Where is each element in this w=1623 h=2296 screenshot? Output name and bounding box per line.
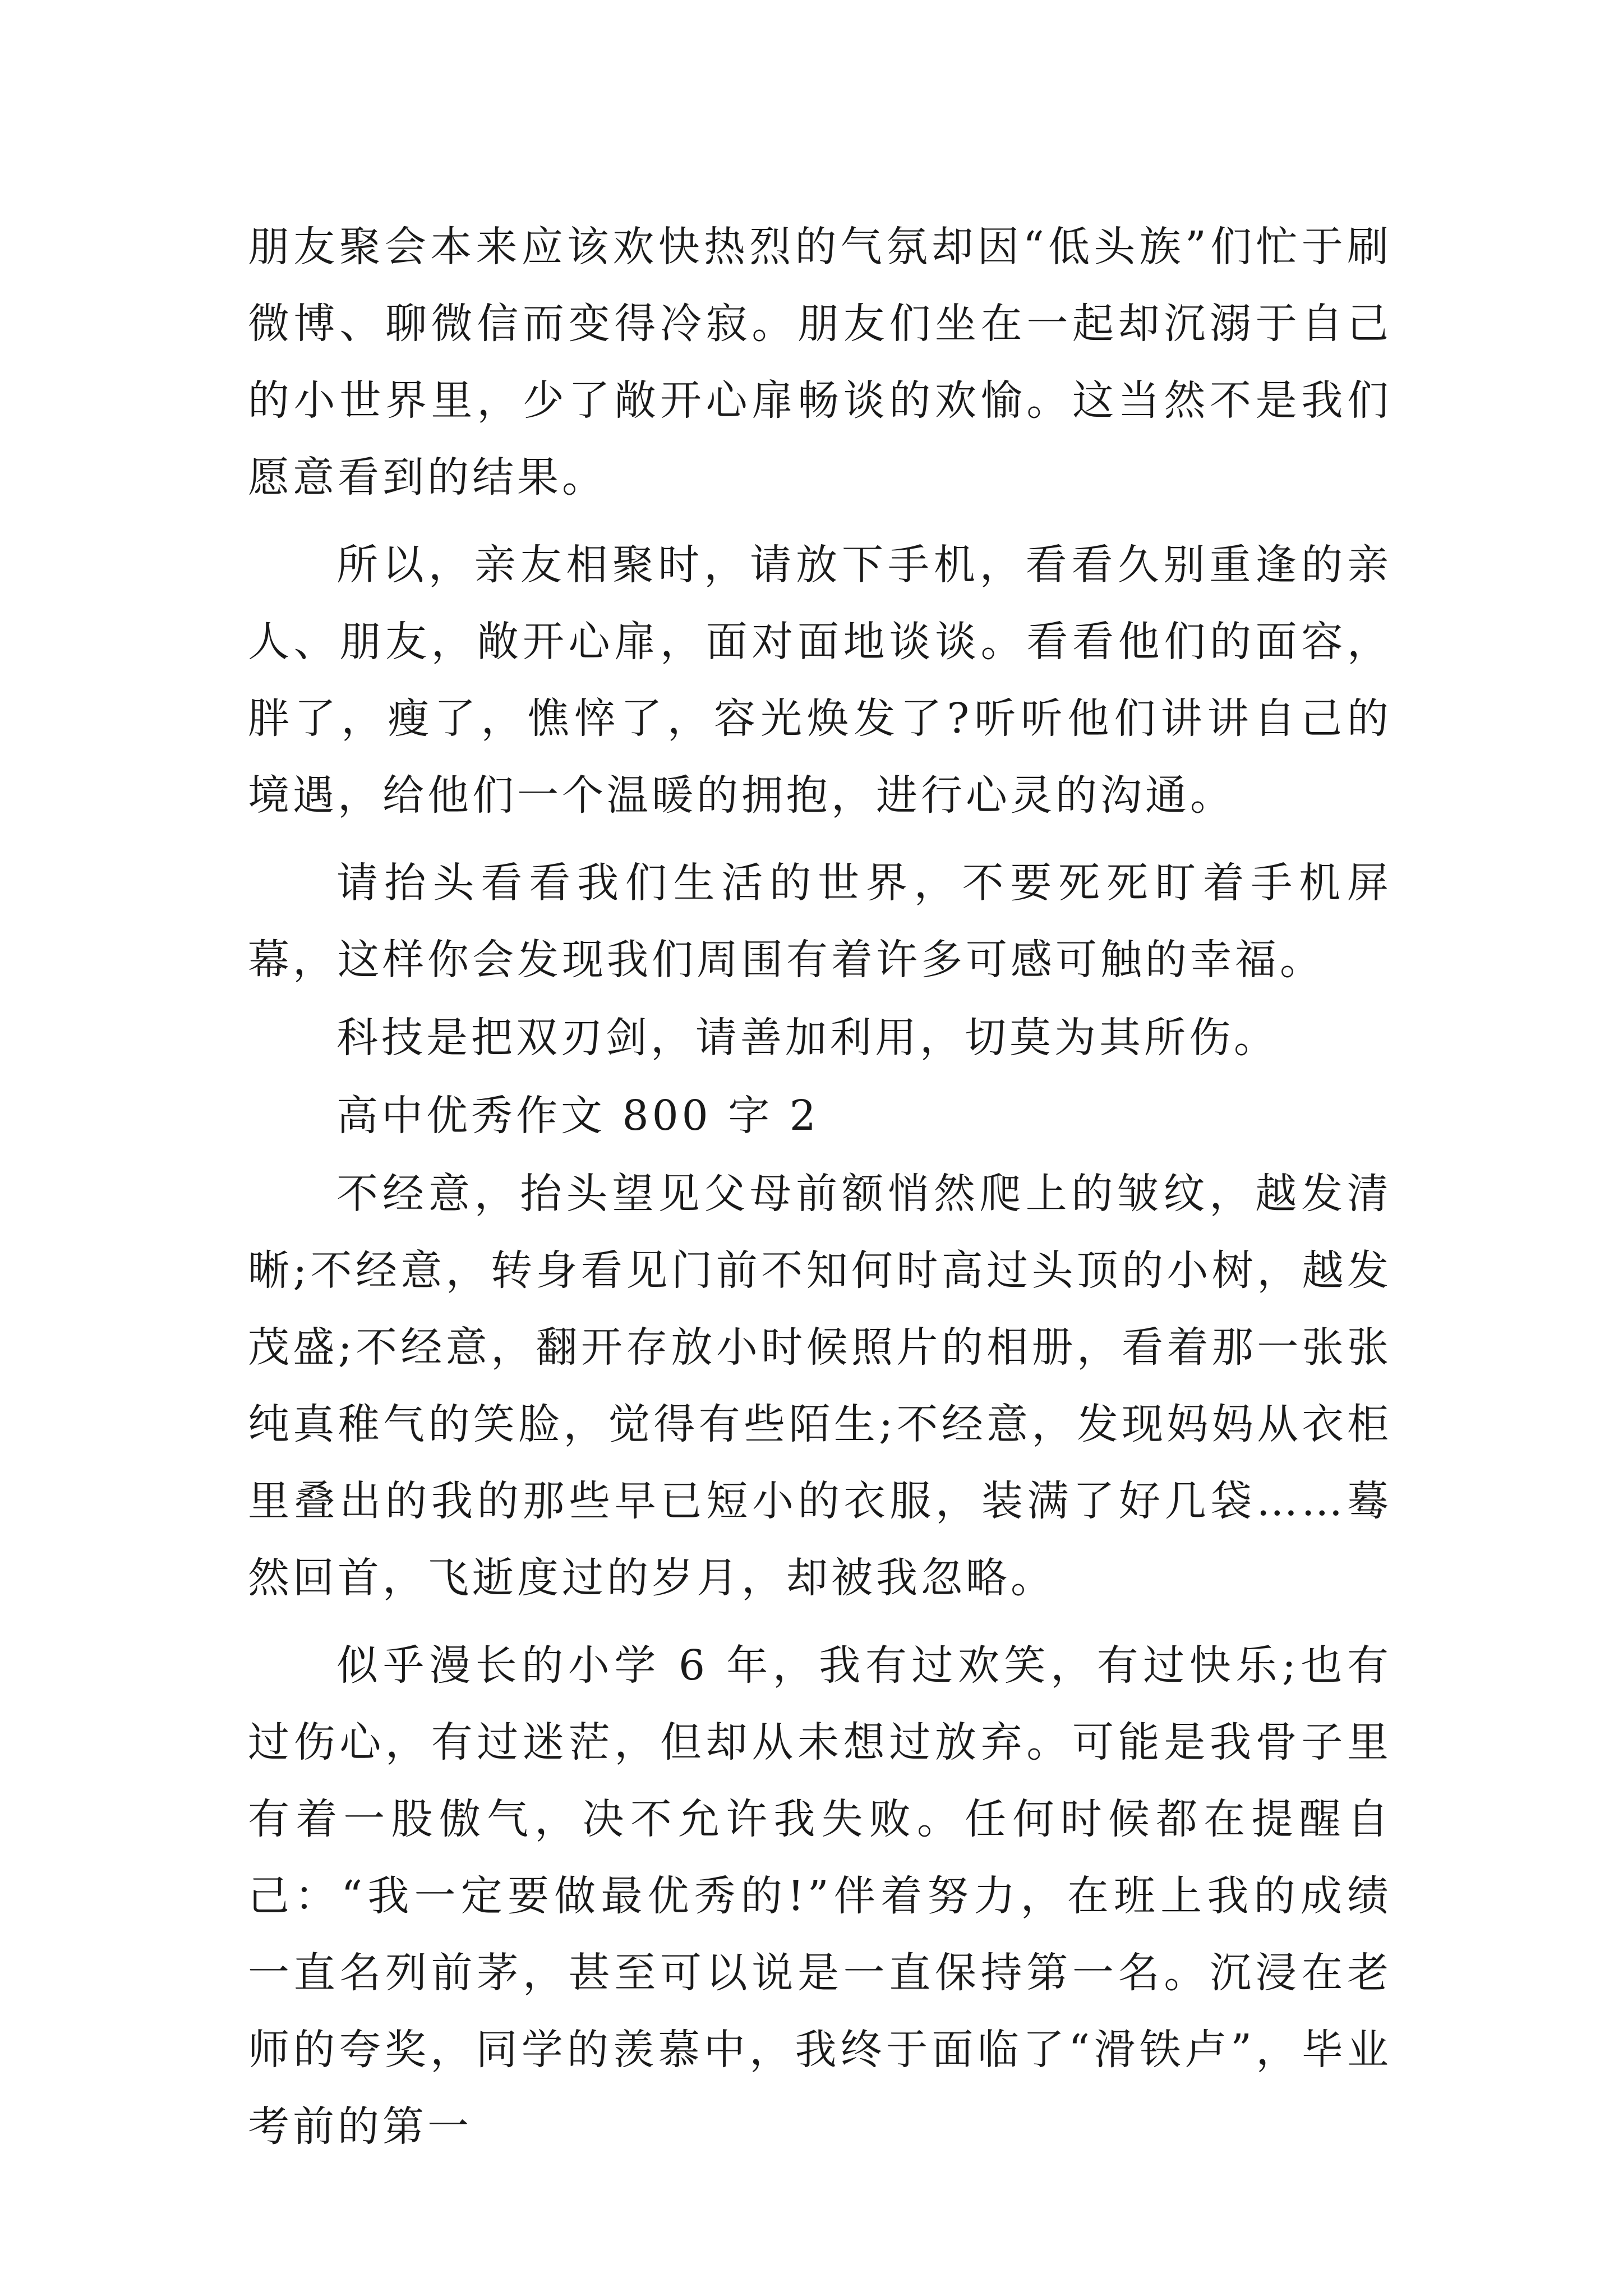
paragraph-4: 科技是把双刃剑，请善加利用，切莫为其所伤。 <box>336 1014 1279 1062</box>
paragraph-1: 朋友聚会本来应该欢快热烈的气氛却因“低头族”们忙于刷微博、聊微信而变得冷寂。朋友们坐在一起却沉溺于自己的小世界里，少了敞开心扉畅谈的欢愉。这当然不是我们愿意看到的结果。 <box>248 223 1392 501</box>
section-heading: 高中优秀作文 800 字 2 <box>336 1092 819 1140</box>
paragraph-5: 不经意，抬头望见父母前额悄然爬上的皱纹，越发清晰;不经意，转身看见门前不知何时高过头顶的小树，越发茂盛;不经意，翻开存放小时候照片的相册，看着那一张张纯真稚气的笑脸，觉得有些陌生;不经意，发现妈妈从衣柜里叠出的我的那些早已短小的衣服，装满了好几袋……蓦然回首，飞逝度过的岁月，却被我忽略。 <box>248 1170 1392 1602</box>
body-text <box>248 209 1392 2165</box>
paragraph-6: 似乎漫长的小学 6 年，我有过欢笑，有过快乐;也有过伤心，有过迷茫，但却从未想过放弃。可能是我骨子里有着一股傲气，决不允许我失败。任何时候都在提醒自己：“我一定要做最优秀的!”伴着努力，在班上我的成绩一直名列前茅，甚至可以说是一直保持第一名。沉浸在老师的夸奖，同学的羡慕中，我终于面临了“滑铁卢”，毕业考前的第一 <box>248 1641 1392 2151</box>
paragraph-3: 请抬头看看我们生活的世界，不要死死盯着手机屏幕，这样你会发现我们周围有着许多可感可触的幸福。 <box>248 859 1392 984</box>
paragraph-2: 所以，亲友相聚时，请放下手机，看看久别重逢的亲人、朋友，敞开心扉，面对面地谈谈。看看他们的面容，胖了，瘦了，憔悴了，容光焕发了?听听他们讲讲自己的境遇，给他们一个温暖的拥抱，进行心灵的沟通。 <box>248 541 1392 820</box>
